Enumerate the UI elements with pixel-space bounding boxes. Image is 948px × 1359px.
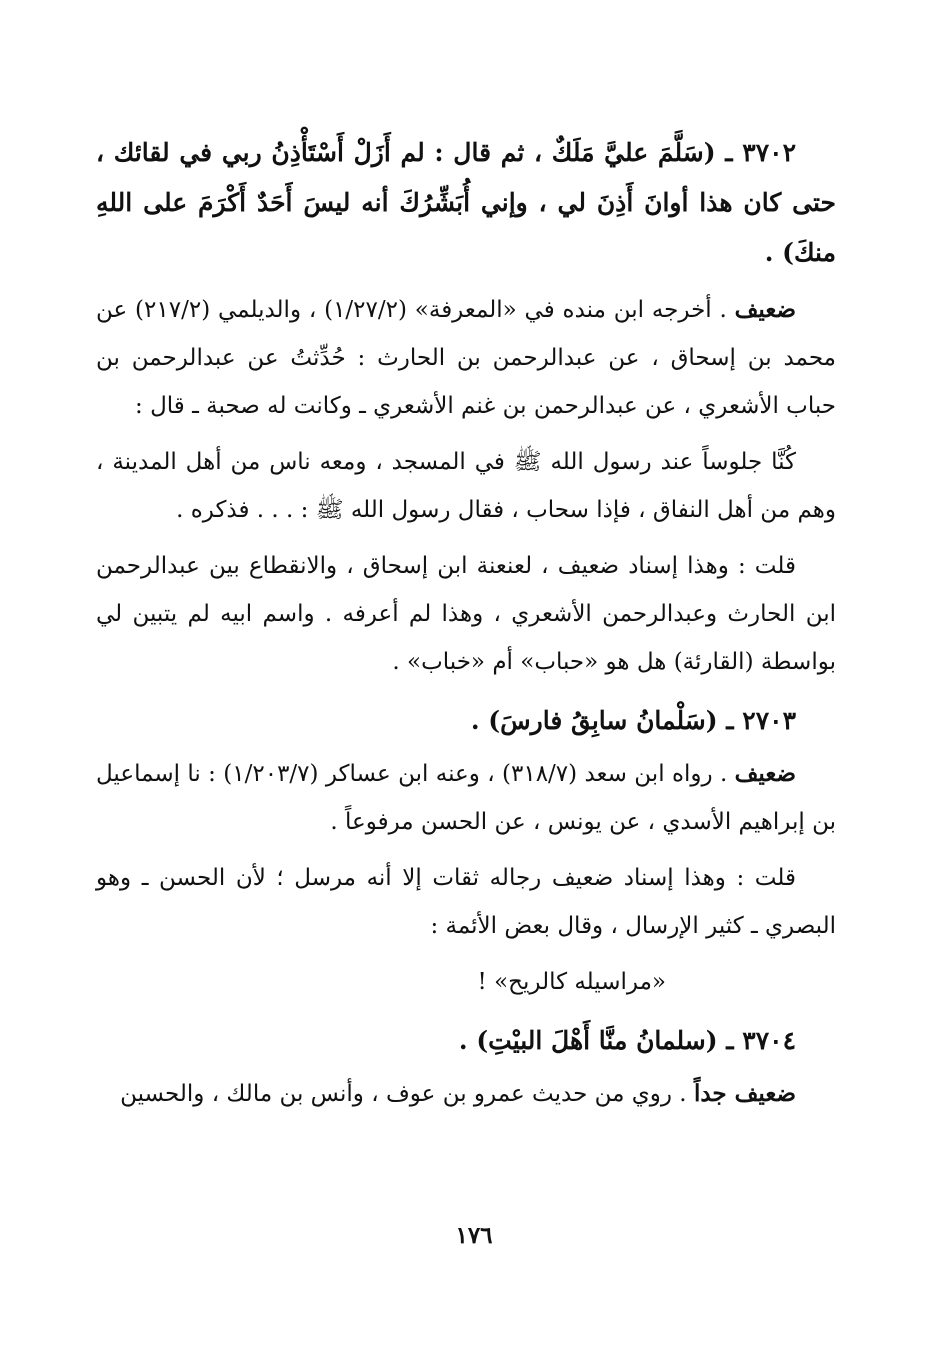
takhrij-text: . أخرجه ابن منده في «المعرفة» (١/٢٧/٢) ، والديلمي (٢١٧/٢) عن محمد بن إسحاق ، عن عبدالرحمن بن الحارث : حُدِّثتُ عن عبدالرحمن بن حباب الأشعري ، عن عبدالرحمن بن غنم الأشعري ـ وكانت له صحبة ـ قال : <box>96 297 836 419</box>
hadith-3703-takhrij <box>96 750 836 846</box>
page-content <box>96 128 836 1118</box>
hadith-3704-takhrij <box>96 1070 836 1118</box>
hadith-3703-text: ٢٧٠٣ ـ (سَلْمانُ سابِقُ فارسَ) . <box>470 706 796 735</box>
takhrij-text: . روي من حديث عمرو بن عوف ، وأنس بن مالك ، والحسين <box>120 1081 694 1107</box>
hadith-3704-text: ٣٧٠٤ ـ (سلمانُ منَّا أَهْلَ البيْتِ) . <box>458 1026 796 1055</box>
grade-label: ضعيف جداً <box>693 1080 796 1107</box>
grade-label: ضعيف <box>734 296 796 323</box>
grade-label: ضعيف <box>734 760 796 787</box>
hadith-3702-takhrij <box>96 286 836 430</box>
hadith-3703-quote: «مراسيله كالريح» ! <box>477 969 666 995</box>
hadith-3702-comment: قلت : وهذا إسناد ضعيف ، لعنعنة ابن إسحاق ، والانقطاع بين عبدالرحمن ابن الحارث وعبدالرحمن الأشعري ، وهذا لم أعرفه . واسم ابيه لم يتبين لي بواسطة (القارئة) هل هو «حباب» أم «خباب» . <box>96 553 836 675</box>
hadith-3703-comment: قلت : وهذا إسناد ضعيف رجاله ثقات إلا أنه مرسل ؛ لأن الحسن ـ وهو البصري ـ كثير الإرسال ، وقال بعض الأئمة : <box>96 865 836 939</box>
takhrij-text: . رواه ابن سعد (٣١٨/٧) ، وعنه ابن عساكر (١/٢٠٣/٧) : نا إسماعيل بن إبراهيم الأسدي ، عن يونس ، عن الحسن مرفوعاً . <box>96 761 836 835</box>
hadith-3702-quote: كُنَّا جلوساً عند رسول الله ﷺ في المسجد ، ومعه ناس من أهل المدينة ، وهم من أهل النفاق ، فإذا سحاب ، فقال رسول الله ﷺ : . . . فذكره . <box>96 449 836 523</box>
page-number: ١٧٦ <box>455 1222 493 1249</box>
hadith-3702-text: ٣٧٠٢ ـ (سَلَّمَ عليَّ مَلَكٌ ، ثم قال : لم أَزَلْ أَسْتَأْذِنُ ربي في لقائك ، حتى كان هذا أوانَ أَذِنَ لي ، وإني أُبَشِّرُكَ أنه ليسَ أَحَدٌ أَكْرَمَ على اللهِ منكَ) . <box>96 138 836 267</box>
